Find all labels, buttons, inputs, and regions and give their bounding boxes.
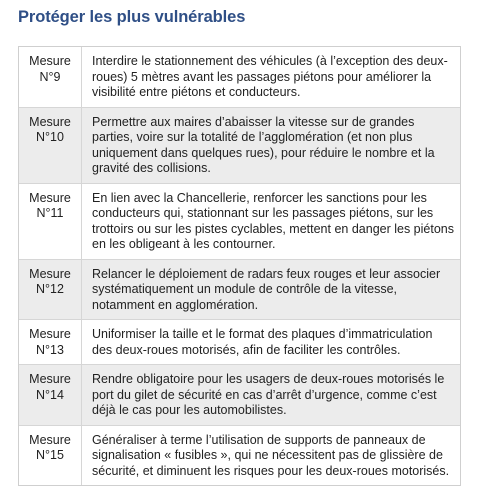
table-row	[19, 47, 460, 108]
measure-number: N°15	[36, 448, 64, 462]
measures-table-body	[19, 47, 460, 485]
measure-description: Permettre aux maires d’abaisser la vitesse sur de grandes parties, voire sur la totalité de l’agglomération (et non plus uniquement dans quelques rues), pour réduire le nombre et la gravité des collisions.	[82, 108, 460, 184]
measure-description: En lien avec la Chancellerie, renforcer les sanctions pour les conducteurs qui, stationnant sur les passages piétons, sur les trottoirs ou sur les pistes cyclables, mettent en danger les piétons en les obligeant à les contourner.	[82, 184, 460, 260]
measure-label: Mesure	[29, 190, 71, 205]
table-row	[19, 260, 460, 321]
measure-number: N°12	[36, 282, 64, 296]
table-row	[19, 108, 460, 184]
page-title: Protéger les plus vulnérables	[18, 8, 246, 26]
measure-cell	[19, 184, 82, 260]
measure-cell	[19, 260, 82, 321]
measure-cell	[19, 320, 82, 365]
measure-description: Rendre obligatoire pour les usagers de deux-roues motorisés le port du gilet de sécurité en cas d’arrêt d’urgence, comme c’est déjà le cas pour les automobilistes.	[82, 365, 460, 426]
measure-description: Interdire le stationnement des véhicules (à l’exception des deux-roues) 5 mètres avant les passages piétons pour améliorer la visibilité entre piétons et conducteurs.	[82, 47, 460, 108]
measure-number: N°9	[39, 69, 61, 84]
table-row	[19, 365, 460, 426]
measure-label: Mesure	[29, 432, 71, 447]
table-row	[19, 320, 460, 365]
measure-number: N°14	[36, 387, 64, 402]
table-row	[19, 184, 460, 260]
measure-label: Mesure	[29, 114, 71, 129]
measure-number: N°13	[36, 342, 64, 357]
measure-cell	[19, 426, 82, 486]
measure-label: Mesure	[29, 54, 71, 68]
measure-label: Mesure	[29, 327, 71, 341]
measure-description: Généraliser à terme l’utilisation de supports de panneaux de signalisation « fusibles », qui ne nécessitent pas de glissière de sécurité, et diminuent les risques pour les deux-roues motorisés.	[92, 432, 450, 478]
measure-label: Mesure	[29, 372, 71, 386]
measure-number: N°11	[36, 206, 64, 220]
measure-description: Uniformiser la taille et le format des plaques d’immatriculation des deux-roues motorisés, afin de faciliter les contrôles.	[82, 320, 460, 365]
measure-cell	[19, 47, 82, 108]
measure-description: Relancer le déploiement de radars feux rouges et leur associer systématiquement un module de contrôle de la vitesse, notamment en agglomération.	[82, 260, 460, 321]
measure-number: N°10	[36, 130, 64, 144]
measure-cell	[19, 365, 82, 426]
measure-cell	[19, 108, 82, 184]
table-row	[19, 426, 460, 486]
measures-table	[18, 46, 461, 486]
measure-label: Mesure	[29, 266, 71, 281]
